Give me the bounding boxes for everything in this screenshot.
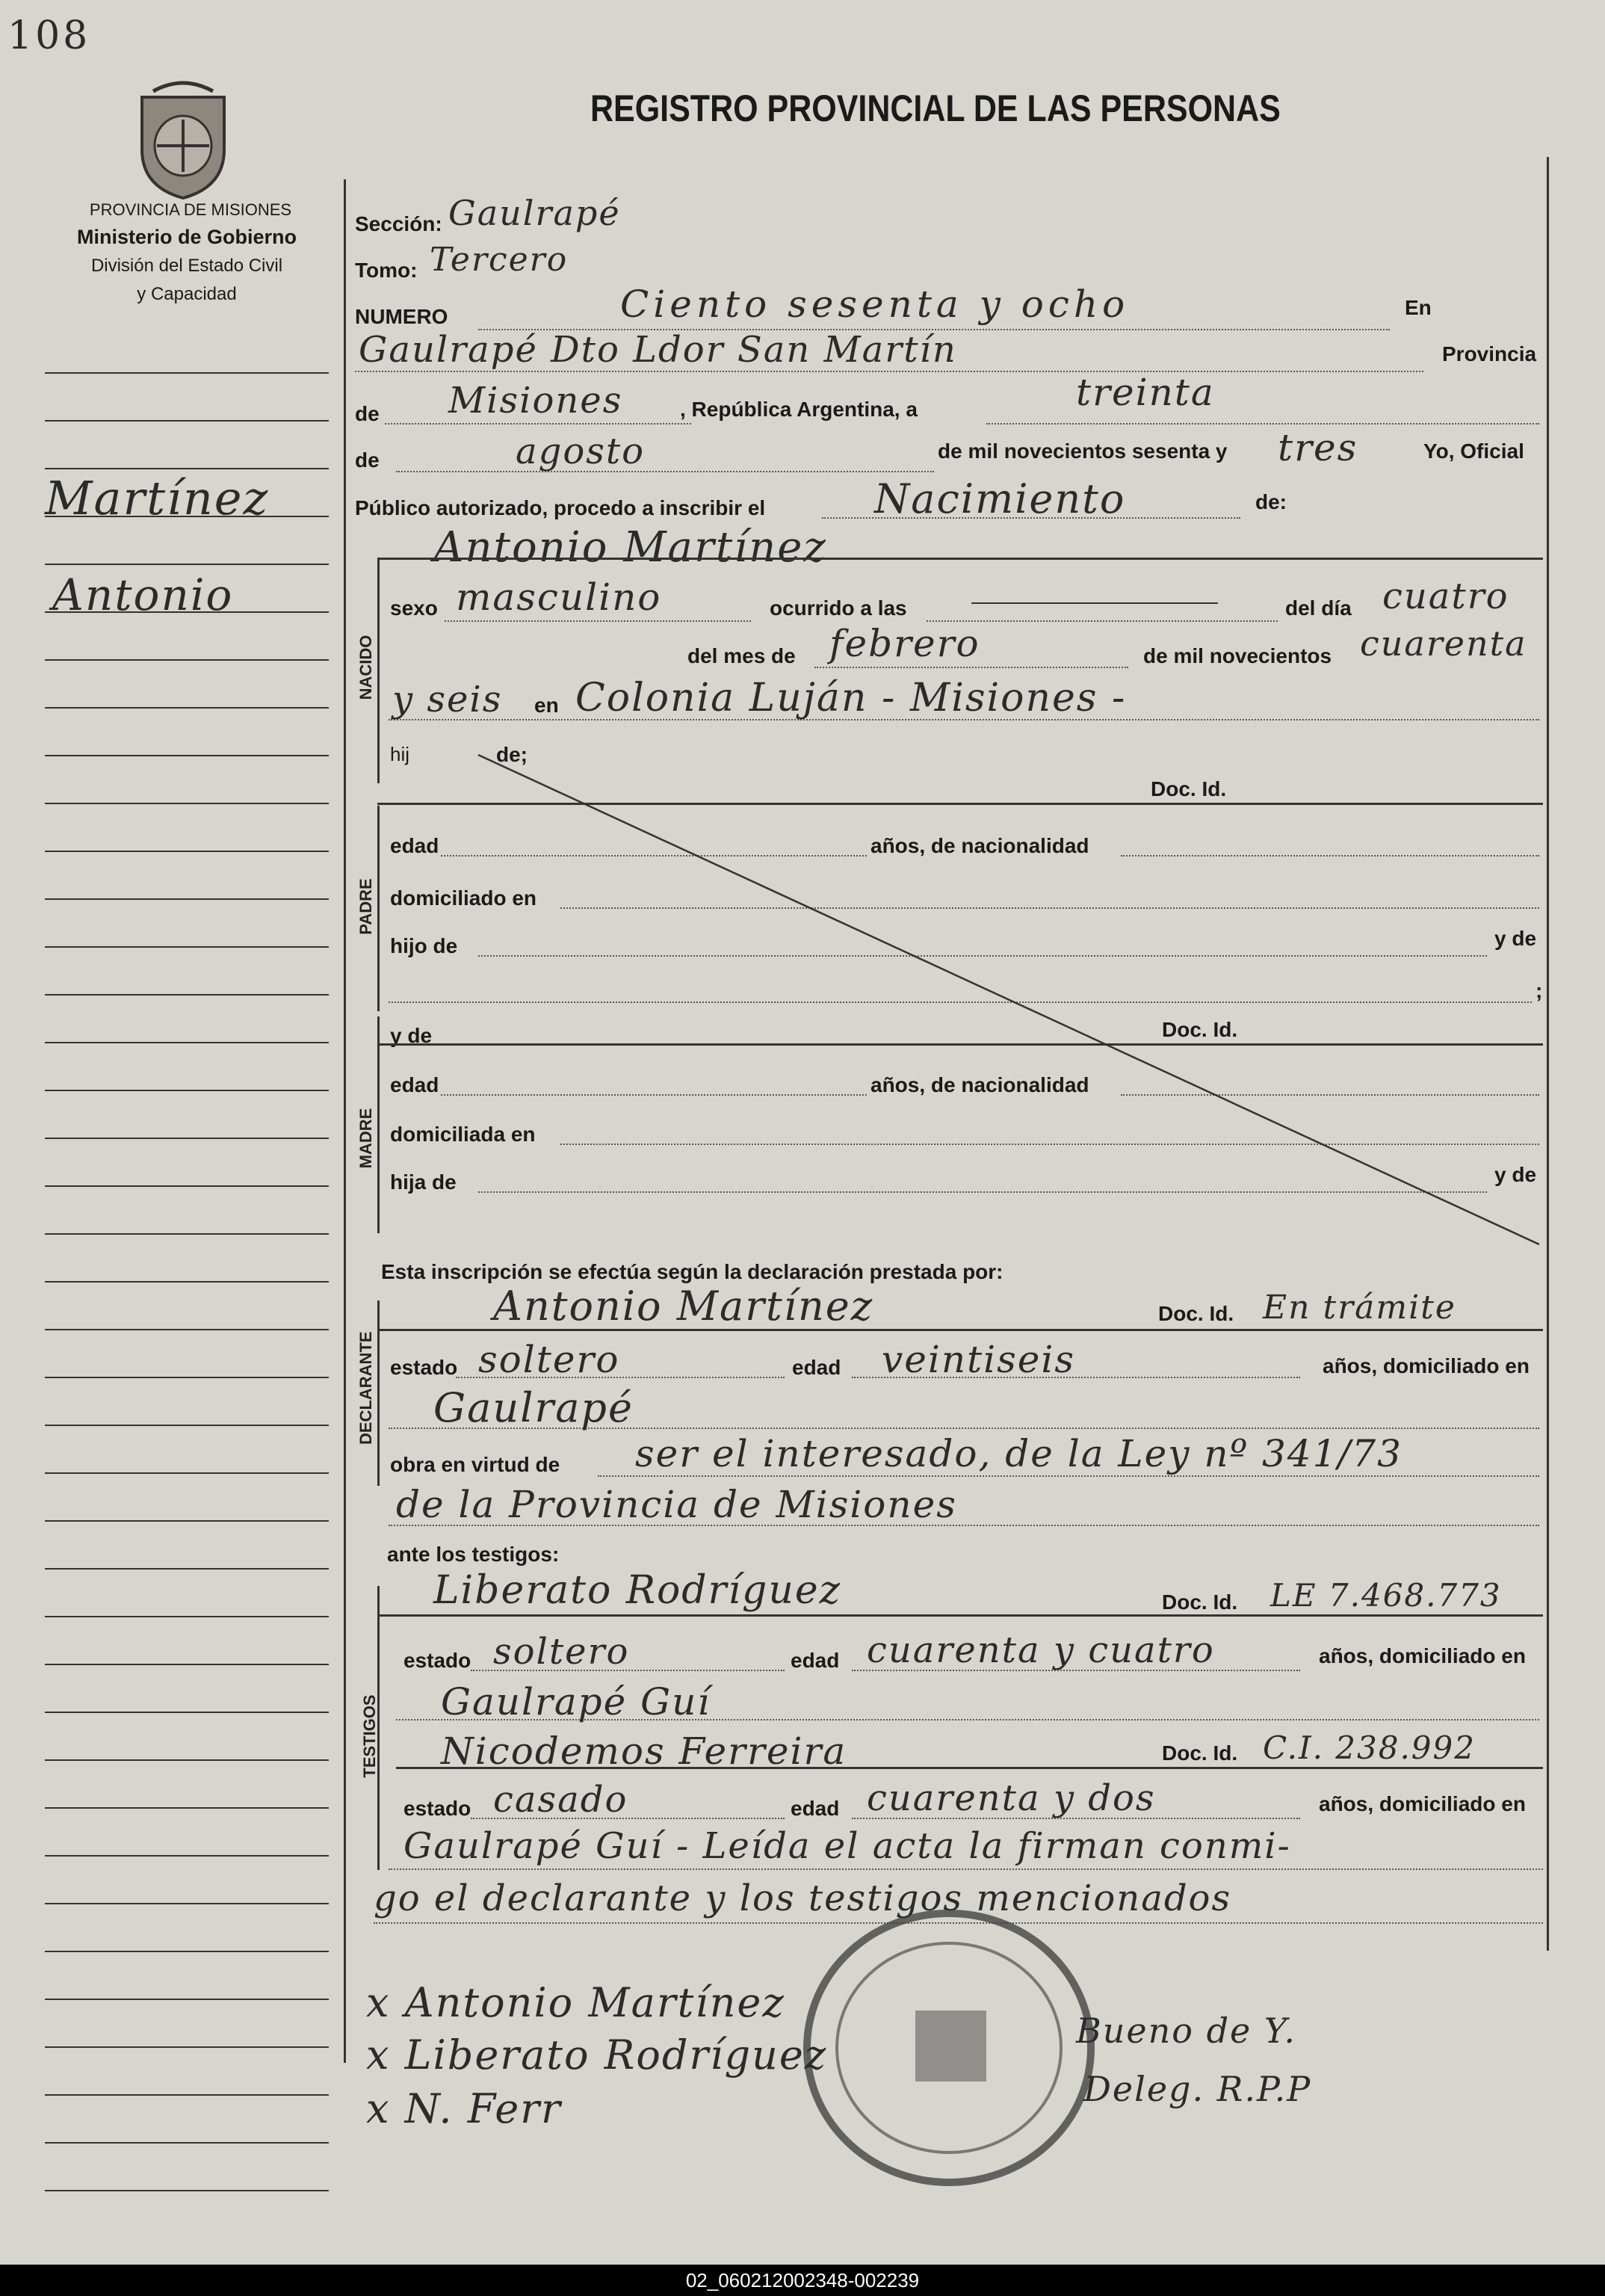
official-round-stamp	[792, 1898, 1106, 2197]
page-number: 108	[7, 13, 91, 58]
value-mes-acta: agosto	[516, 430, 646, 472]
label-doc-id-t1: Doc. Id.	[1162, 1590, 1238, 1614]
label-mil-novecientos: de mil novecientos sesenta y	[938, 439, 1228, 463]
signature-testigo1: x Liberato Rodríguez	[366, 2031, 828, 2079]
closing-line-1: Gaulrapé Guí - Leída el acta la firman conmi-	[403, 1825, 1291, 1867]
label-edad-madre: edad	[390, 1073, 439, 1096]
label-obra: obra en virtud de	[390, 1453, 560, 1476]
value-provincia: Misiones	[448, 380, 623, 422]
label-anos-dom-t2: años, domiciliado en	[1319, 1792, 1526, 1815]
label-domiciliada-madre: domiciliada en	[390, 1123, 536, 1146]
label-doc-id-t2: Doc. Id.	[1162, 1741, 1238, 1765]
label-nac-madre: años, de nacionalidad	[870, 1073, 1089, 1096]
label-edad-decl: edad	[792, 1356, 841, 1379]
value-lugar: Gaulrapé Dto Ldor San Martín	[359, 329, 957, 371]
value-testigo2: Nicodemos Ferreira	[441, 1729, 847, 1773]
signature-testigo2: x N. Ferr	[366, 2085, 562, 2132]
value-t1-doc: LE 7.468.773	[1270, 1577, 1502, 1614]
value-seccion: Gaulrapé	[448, 193, 621, 233]
label-semicolon: ;	[1536, 979, 1543, 1002]
value-numero: Ciento sesenta y ocho	[620, 283, 1130, 326]
value-anio-nac-1: cuarenta	[1360, 623, 1527, 664]
section-label-testigos: TESTIGOS	[360, 1694, 379, 1778]
authority-ministry: Ministerio de Gobierno	[76, 226, 297, 248]
closing-line-2: go el declarante y los testigos mencionados	[374, 1877, 1232, 1919]
line-testigo1	[377, 1614, 1543, 1617]
value-anio-nac-2: y seis	[392, 679, 503, 720]
value-tipo: Nacimiento	[874, 475, 1126, 522]
line-testigo2	[396, 1767, 1543, 1769]
line-obra-1	[598, 1475, 1539, 1477]
value-lugar-nac: Colonia Luján - Misiones -	[575, 676, 1127, 720]
label-doc-id-nacido: Doc. Id.	[1151, 777, 1227, 800]
signature-official-title: Deleg. R.P.P	[1083, 2069, 1312, 2109]
label-del-dia: del día	[1285, 596, 1352, 620]
label-hija-de: hija de	[390, 1170, 457, 1194]
label-doc-id-declarante: Doc. Id.	[1158, 1302, 1234, 1325]
section-label-declarante: DECLARANTE	[356, 1331, 375, 1445]
label-anos-dom-t1: años, domiciliado en	[1319, 1644, 1526, 1667]
label-domiciliado-padre: domiciliado en	[390, 886, 537, 910]
label-anos-dom-decl: años, domiciliado en	[1323, 1354, 1530, 1377]
signature-official: Bueno de Y.	[1076, 2010, 1296, 2051]
label-provincia: Provincia	[1442, 342, 1537, 365]
value-dia-acta: treinta	[1076, 371, 1215, 414]
label-numero: NUMERO	[355, 305, 448, 328]
label-edad-t2: edad	[791, 1797, 840, 1820]
scan-id-footer: 02_060212002348-002239	[0, 2265, 1605, 2296]
authority-province: PROVINCIA DE MISIONES	[89, 200, 292, 219]
label-y-de-padre: y de	[1494, 927, 1537, 950]
label-yo-oficial: Yo, Oficial	[1423, 439, 1524, 463]
signature-declarante: x Antonio Martínez	[366, 1979, 785, 2026]
authority-capacity: y Capacidad	[137, 284, 237, 304]
label-estado-t1: estado	[403, 1649, 471, 1672]
label-edad-t1: edad	[791, 1649, 840, 1672]
line-closing-1	[389, 1868, 1543, 1870]
label-y-de-madre: y de	[390, 1024, 433, 1047]
label-estado-decl: estado	[390, 1356, 458, 1379]
value-declarante: Antonio Martínez	[493, 1283, 874, 1330]
value-anio-acta: tres	[1278, 426, 1358, 469]
label-y-de-madre-2: y de	[1494, 1163, 1537, 1186]
label-ante: ante los testigos:	[387, 1543, 560, 1566]
value-obra-2: de la Provincia de Misiones	[396, 1483, 957, 1526]
label-de-colon: de:	[1255, 490, 1287, 513]
label-hijo-de: hijo de	[390, 934, 458, 957]
value-decl-edad: veintiseis	[882, 1338, 1076, 1381]
label-tomo: Tomo:	[355, 259, 418, 282]
value-decl-estado: soltero	[478, 1338, 620, 1381]
label-ocurrido: ocurrido a las	[770, 596, 907, 620]
label-mil-nov-nac: de mil novecientos	[1143, 644, 1332, 667]
margin-surname: Martínez	[45, 471, 270, 525]
margin-given-name: Antonio	[52, 570, 234, 620]
label-hij: hij	[390, 743, 410, 765]
section-label-madre: MADRE	[356, 1108, 375, 1169]
label-en: En	[1405, 296, 1432, 319]
label-publico: Público autorizado, procedo a inscribir el	[355, 496, 766, 519]
label-en-nac: en	[534, 694, 559, 717]
label-inscripcion: Esta inscripción se efectúa según la declaración prestada por:	[381, 1260, 1003, 1283]
label-de-provincia: de	[355, 402, 380, 425]
label-doc-id-madre: Doc. Id.	[1162, 1018, 1238, 1041]
label-nac-padre: años, de nacionalidad	[870, 834, 1089, 857]
label-republica: , República Argentina, a	[680, 398, 918, 421]
label-estado-t2: estado	[403, 1797, 471, 1820]
value-decl-doc: En trámite	[1263, 1289, 1456, 1327]
value-t2-estado: casado	[493, 1779, 628, 1821]
value-t1-estado: soltero	[493, 1631, 630, 1673]
value-nombre: Antonio Martínez	[433, 523, 827, 572]
value-t1-dom: Gaulrapé Guí	[441, 1680, 711, 1723]
page-title: REGISTRO PROVINCIAL DE LAS PERSONAS	[590, 87, 1281, 129]
label-de-mes: de	[355, 448, 380, 472]
label-sexo: sexo	[390, 596, 438, 620]
value-obra-1: ser el interesado, de la Ley nº 341/73	[635, 1432, 1403, 1475]
authority-division: División del Estado Civil	[90, 256, 283, 276]
value-t1-edad: cuarenta y cuatro	[867, 1629, 1215, 1671]
value-t2-doc: C.I. 238.992	[1263, 1729, 1476, 1766]
label-seccion: Sección:	[355, 212, 442, 235]
label-edad-padre: edad	[390, 834, 439, 857]
value-t2-edad: cuarenta y dos	[867, 1777, 1156, 1819]
value-dia-nac: cuatro	[1382, 575, 1509, 617]
value-mes-nac: febrero	[829, 622, 980, 665]
value-testigo1: Liberato Rodríguez	[433, 1568, 841, 1613]
value-sexo: masculino	[456, 575, 662, 619]
section-label-padre: PADRE	[356, 878, 375, 935]
line-declarante	[377, 1329, 1543, 1331]
value-tomo: Tercero	[430, 241, 569, 279]
label-de-hij: de;	[496, 743, 528, 766]
section-label-nacido: NACIDO	[356, 635, 375, 700]
value-decl-dom: Gaulrapé	[433, 1384, 634, 1431]
label-del-mes: del mes de	[687, 644, 796, 667]
